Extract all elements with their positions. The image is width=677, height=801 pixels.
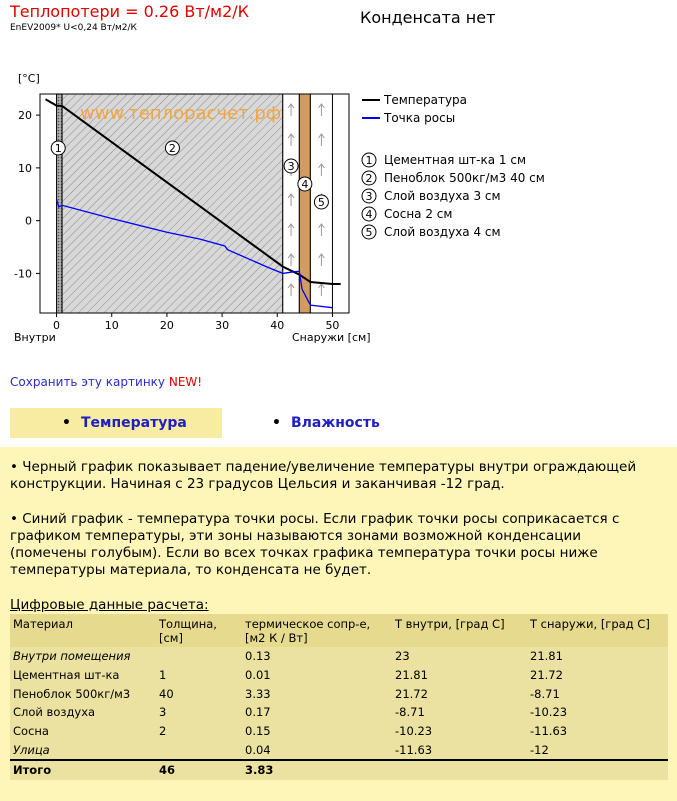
table-cell xyxy=(392,760,527,780)
table-total-row xyxy=(10,760,668,780)
condensation-status: Конденсата нет xyxy=(360,8,496,27)
table-cell: Улица xyxy=(10,740,156,760)
x-tick-label: 50 xyxy=(325,319,340,332)
legend-layer-number: 5 xyxy=(365,226,373,239)
table-cell: 46 xyxy=(156,760,242,780)
tab-temperature[interactable] xyxy=(10,408,222,438)
table-row xyxy=(10,722,668,741)
tab-temperature-label[interactable]: Температура xyxy=(80,415,187,431)
blue-graph-description: • Синий график - температура точки росы. Если график точки росы соприкасается с графиком температуры, эти зоны называются зонами возможной конденсации (помечены голубым). Если во всех точках графика температура точки росы ниже температуры материала, то конденсата не будет. xyxy=(10,511,620,578)
table-header-cell: T внутри, [град С] xyxy=(392,614,527,647)
table-cell: -8.71 xyxy=(392,703,527,722)
legend-layer-number: 3 xyxy=(365,190,373,203)
table-cell: -11.63 xyxy=(392,740,527,760)
table-cell xyxy=(156,647,242,666)
table-cell xyxy=(156,740,242,760)
table-cell: 1 xyxy=(156,666,242,685)
table-header-row xyxy=(10,614,668,647)
legend-layer-label: Сосна 2 см xyxy=(384,207,453,221)
watermark: www.теплорасчет.рф xyxy=(80,103,282,124)
legend-layer-number: 4 xyxy=(365,208,373,221)
table-header-cell: термическое сопр-е, [м2 К / Вт] xyxy=(242,614,392,647)
table-cell: -11.63 xyxy=(527,722,668,741)
layer-marker-label: 4 xyxy=(301,178,309,191)
heat-loss-title: Теплопотери = 0.26 Вт/м2/К xyxy=(10,2,250,21)
tab-humidity-label[interactable]: Влажность xyxy=(290,415,380,431)
bullet-icon: • xyxy=(62,415,71,431)
table-cell: Пеноблок 500кг/м3 xyxy=(10,684,156,703)
table-cell: Цементная шт-ка xyxy=(10,666,156,685)
calc-table xyxy=(10,614,668,780)
legend-layer-number: 2 xyxy=(365,172,373,185)
legend-layer-label: Пеноблок 500кг/м3 40 см xyxy=(384,171,545,185)
legend xyxy=(362,93,545,239)
table-cell: Сосна xyxy=(10,722,156,741)
table-cell: 2 xyxy=(156,722,242,741)
info-panel xyxy=(0,447,677,801)
x-tick-label: 10 xyxy=(104,319,119,332)
tab-bar xyxy=(10,408,670,438)
save-image-link[interactable] xyxy=(10,375,202,389)
table-cell: 0.01 xyxy=(242,666,392,685)
table-cell: 0.04 xyxy=(242,740,392,760)
y-tick-label: 10 xyxy=(18,161,32,175)
table-cell: -10.23 xyxy=(527,703,668,722)
table-cell: -8.71 xyxy=(527,684,668,703)
table-row xyxy=(10,666,668,685)
y-tick-label: 0 xyxy=(25,214,32,228)
table-cell xyxy=(527,760,668,780)
layer-marker-label: 5 xyxy=(317,196,325,209)
table-cell: 21.72 xyxy=(392,684,527,703)
layer-marker-label: 3 xyxy=(287,160,295,173)
table-header-cell: T снаружи, [град С] xyxy=(527,614,668,647)
y-axis-label: [°C] xyxy=(18,72,40,85)
x-tick-label: 40 xyxy=(270,319,285,332)
table-cell: 3.33 xyxy=(242,684,392,703)
table-cell: 21.81 xyxy=(527,647,668,666)
layer-marker-label: 1 xyxy=(54,142,62,155)
legend-layer-label: Цементная шт-ка 1 см xyxy=(384,153,527,167)
wall-layer-2 xyxy=(62,94,283,313)
table-cell: 40 xyxy=(156,684,242,703)
tab-humidity[interactable] xyxy=(272,408,422,438)
table-cell: 0.17 xyxy=(242,703,392,722)
x-tick-label: 30 xyxy=(215,319,230,332)
table-row xyxy=(10,684,668,703)
table-row xyxy=(10,647,668,666)
save-image-text[interactable]: Сохранить эту картинку xyxy=(10,375,166,389)
calc-data-title: Цифровые данные расчета: xyxy=(10,597,209,613)
table-cell: 0.13 xyxy=(242,647,392,666)
temperature-chart xyxy=(0,60,677,360)
table-cell: 3.83 xyxy=(242,760,392,780)
table-header-cell: Материал xyxy=(10,614,156,647)
table-cell: 0.15 xyxy=(242,722,392,741)
table-row xyxy=(10,740,668,760)
y-tick-label: -10 xyxy=(14,267,32,281)
table-cell: -12 xyxy=(527,740,668,760)
legend-temperature: Температура xyxy=(384,93,468,107)
new-badge: NEW! xyxy=(168,375,203,389)
layer-marker-label: 2 xyxy=(168,142,176,155)
enev-subtitle: EnEV2009* U<0,24 Вт/м2/К xyxy=(10,23,137,33)
table-row xyxy=(10,703,668,722)
table-cell: 23 xyxy=(392,647,527,666)
x-tick-label: 20 xyxy=(159,319,174,332)
x-label-inside: Внутри xyxy=(14,331,56,344)
x-label-outside: Снаружи [см] xyxy=(292,331,371,344)
y-tick-label: 20 xyxy=(18,109,32,123)
table-cell: Слой воздуха xyxy=(10,703,156,722)
legend-dewpoint: Точка росы xyxy=(384,111,456,125)
black-graph-description: • Черный график показывает падение/увеличение температуры внутри ограждающей конструкции. Начиная с 23 градусов Цельсия и заканчивая -12 град. xyxy=(10,459,637,492)
x-tick-label: 0 xyxy=(53,319,61,332)
bullet-icon: • xyxy=(272,415,281,431)
legend-layer-label: Слой воздуха 3 см xyxy=(384,189,501,203)
table-cell: 21.81 xyxy=(392,666,527,685)
table-header-cell: Толщина, [см] xyxy=(156,614,242,647)
legend-layer-label: Слой воздуха 4 см xyxy=(384,225,501,239)
table-cell: 21.72 xyxy=(527,666,668,685)
table-cell: -10.23 xyxy=(392,722,527,741)
table-cell: 3 xyxy=(156,703,242,722)
table-cell: Итого xyxy=(10,760,156,780)
table-cell: Внутри помещения xyxy=(10,647,156,666)
legend-layer-number: 1 xyxy=(365,154,373,167)
